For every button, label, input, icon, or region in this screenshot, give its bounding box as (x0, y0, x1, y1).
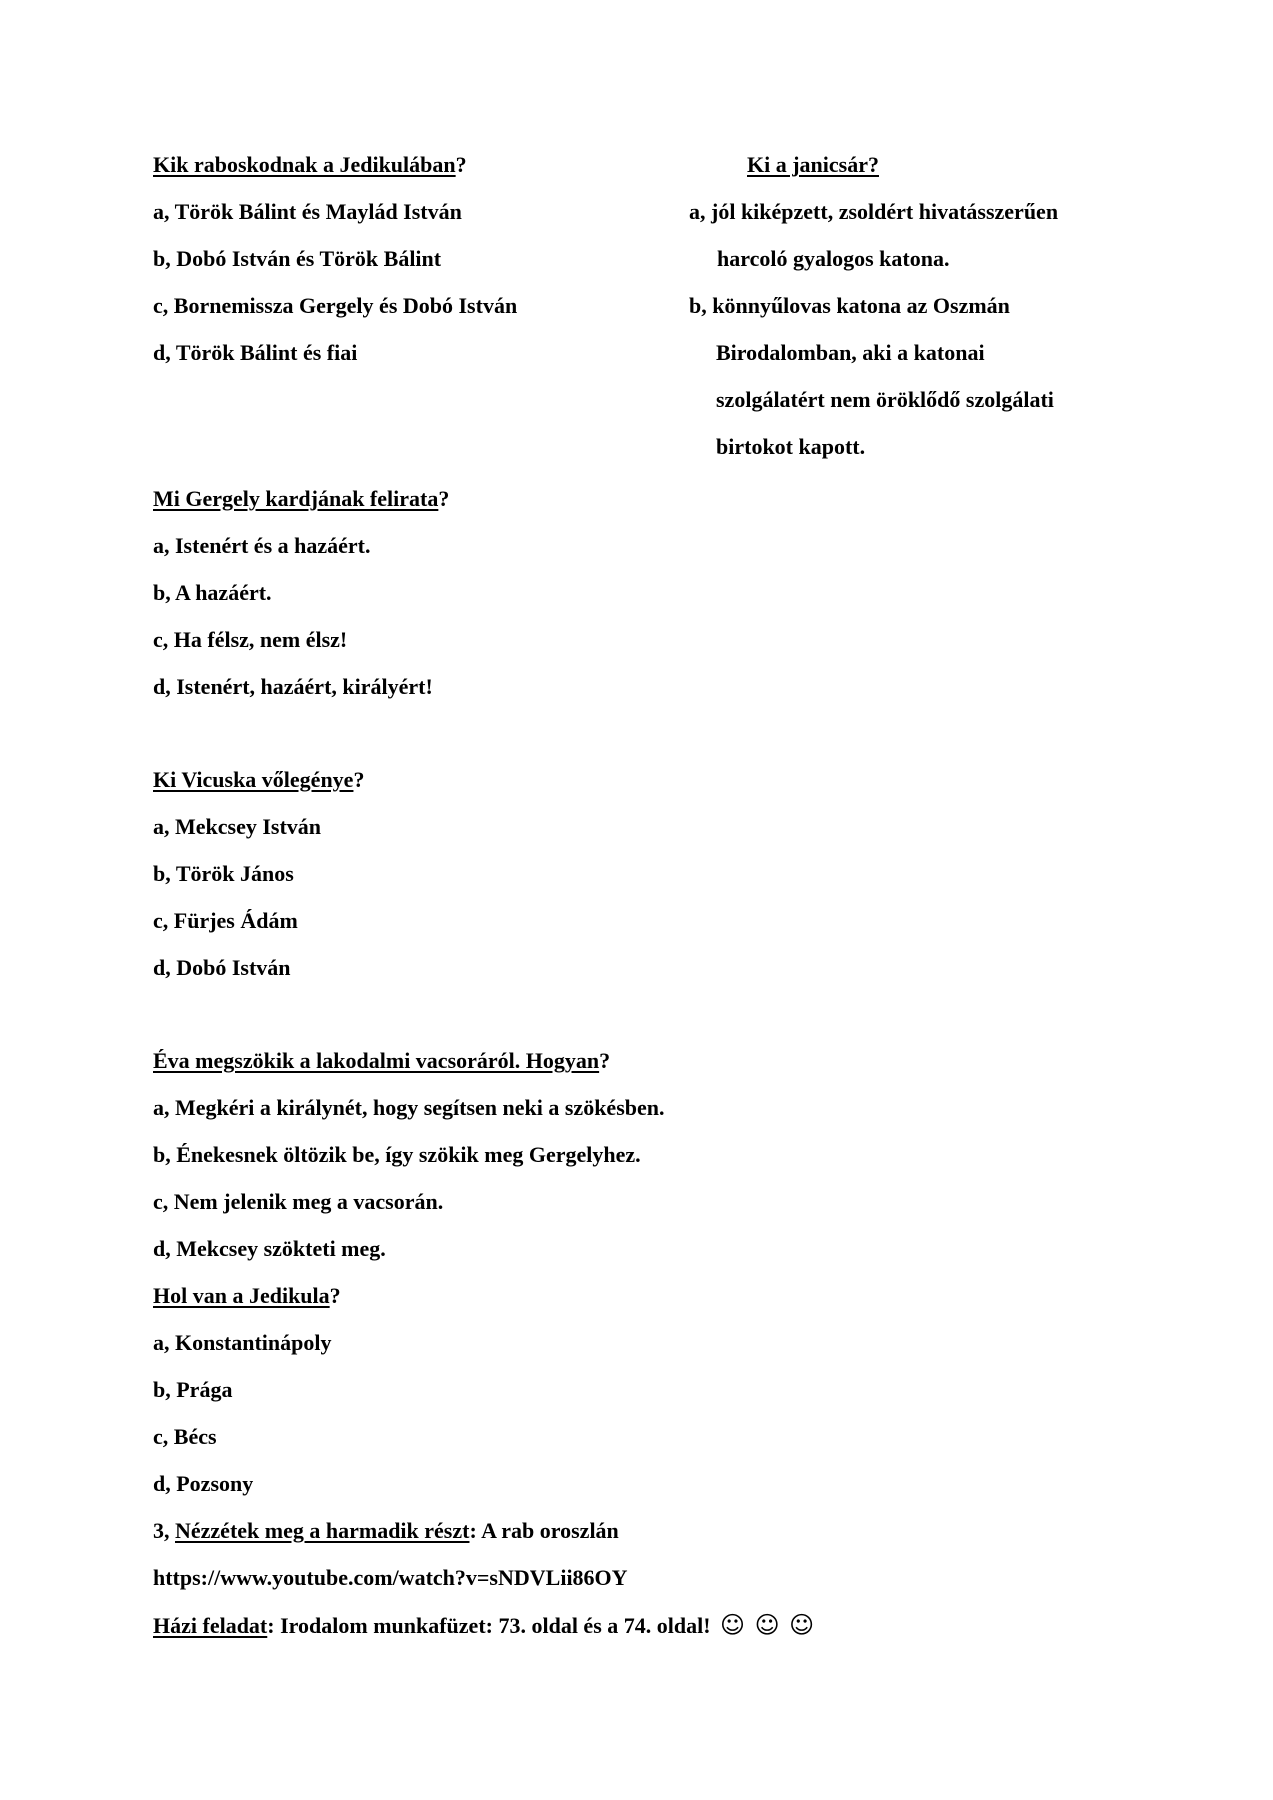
question-5 (153, 1283, 341, 1309)
question-3 (153, 767, 364, 793)
question-3-text: Ki Vicuska vőlegénye (153, 767, 354, 792)
task-3 (153, 1518, 619, 1544)
question-1 (153, 152, 467, 178)
question-1-option-b: b, Dobó István és Török Bálint (153, 246, 442, 271)
question-1-option-d: d, Török Bálint és fiai (153, 340, 358, 365)
task-3-instruction: Nézzétek meg a harmadik részt (175, 1518, 470, 1543)
janicsar-line-4: Birodalomban, aki a katonai (716, 340, 985, 365)
question-4-option-c: c, Nem jelenik meg a vacsorán. (153, 1189, 444, 1214)
question-2-option-d: d, Istenért, hazáért, királyért! (153, 674, 433, 699)
janicsar-line-3: b, könnyűlovas katona az Oszmán (689, 293, 1010, 318)
janicsar-line-6: birtokot kapott. (716, 434, 866, 459)
task-3-title: : A rab oroszlán (469, 1518, 619, 1543)
question-3-option-c: c, Fürjes Ádám (153, 908, 298, 933)
question-2-option-a: a, Istenért és a hazáért. (153, 533, 371, 558)
question-1-option-a: a, Török Bálint és Maylád István (153, 199, 462, 224)
smiley-icon: ☺ (754, 1611, 780, 1639)
question-2-option-b: b, A hazáért. (153, 580, 272, 605)
question-2-option-c: c, Ha félsz, nem élsz! (153, 627, 348, 652)
homework (153, 1612, 814, 1638)
question-4 (153, 1048, 610, 1074)
question-1-option-c: c, Bornemissza Gergely és Dobó István (153, 293, 518, 318)
question-4-text: Éva megszökik a lakodalmi vacsoráról. Hogyan (153, 1048, 600, 1073)
homework-text: : Irodalom munkafüzet: 73. oldal és a 74. oldal! (267, 1613, 711, 1638)
question-5-option-c: c, Bécs (153, 1424, 217, 1449)
question-2-mark: ? (438, 486, 450, 511)
task-3-prefix: 3, (153, 1518, 175, 1543)
question-5-option-b: b, Prága (153, 1377, 233, 1402)
question-4-option-a: a, Megkéri a királynét, hogy segítsen neki a szökésben. (153, 1095, 665, 1120)
question-3-option-b: b, Török János (153, 861, 294, 886)
question-janicsar-text: Ki a janicsár? (747, 152, 879, 177)
question-5-option-d: d, Pozsony (153, 1471, 254, 1496)
question-3-option-a: a, Mekcsey István (153, 814, 322, 839)
question-2-text: Mi Gergely kardjának felirata (153, 486, 439, 511)
question-2 (153, 486, 449, 512)
question-janicsar (747, 152, 879, 178)
homework-label: Házi feladat (153, 1613, 268, 1638)
janicsar-line-1: a, jól kiképzett, zsoldért hivatásszerűen (689, 199, 1059, 224)
question-4-mark: ? (599, 1048, 611, 1073)
question-5-text: Hol van a Jedikula (153, 1283, 330, 1308)
question-4-option-d: d, Mekcsey szökteti meg. (153, 1236, 386, 1261)
question-4-option-b: b, Énekesnek öltözik be, így szökik meg Gergelyhez. (153, 1142, 641, 1167)
smiley-icon: ☺ (720, 1611, 746, 1639)
janicsar-line-5: szolgálatért nem öröklődő szolgálati (716, 387, 1054, 412)
janicsar-line-2: harcoló gyalogos katona. (717, 246, 950, 271)
question-1-text: Kik raboskodnak a Jedikulában (153, 152, 456, 177)
question-3-mark: ? (353, 767, 365, 792)
question-5-option-a: a, Konstantinápoly (153, 1330, 332, 1355)
smiley-icon: ☺ (789, 1611, 815, 1639)
question-3-option-d: d, Dobó István (153, 955, 291, 980)
question-1-mark: ? (455, 152, 467, 177)
question-5-mark: ? (329, 1283, 341, 1308)
video-link[interactable]: https://www.youtube.com/watch?v=sNDVLii86OY (153, 1565, 628, 1590)
